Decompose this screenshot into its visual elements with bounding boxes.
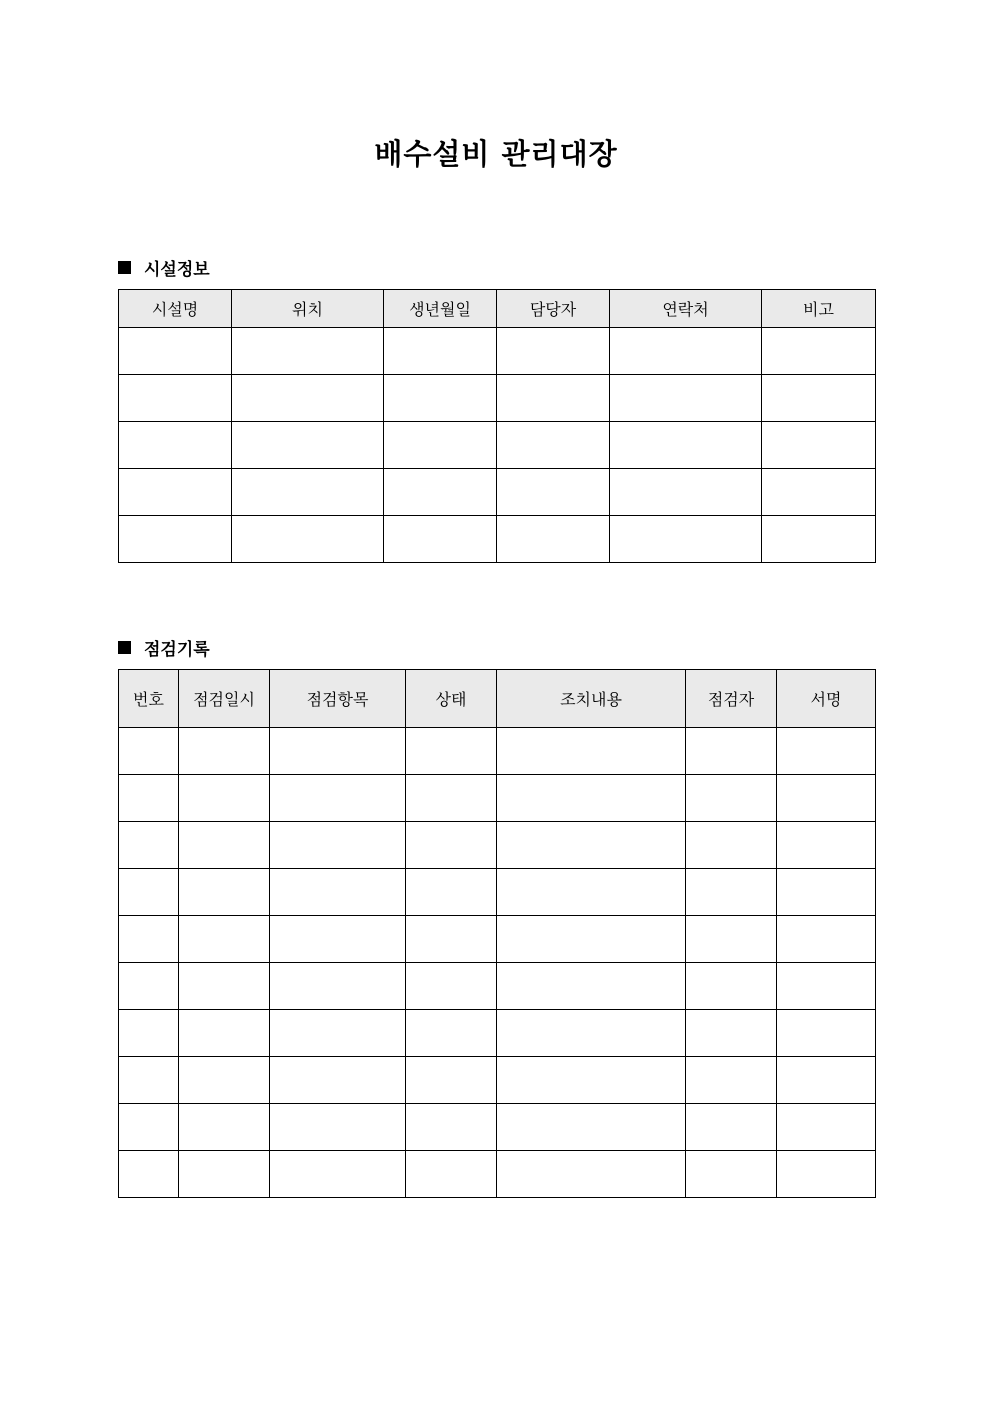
table-cell[interactable] [686, 963, 777, 1010]
table-cell[interactable] [497, 869, 686, 916]
table-row [119, 375, 876, 422]
facility-section-label: 시설정보 [144, 260, 210, 280]
table-cell[interactable] [777, 822, 876, 869]
table-cell[interactable] [777, 728, 876, 775]
table-cell[interactable] [610, 469, 762, 516]
square-bullet-icon [118, 641, 131, 654]
table-cell[interactable] [270, 1151, 406, 1198]
table-row [119, 1104, 876, 1151]
table-cell[interactable] [119, 822, 179, 869]
table-cell[interactable] [179, 1104, 270, 1151]
table-cell[interactable] [497, 1104, 686, 1151]
facility-col-manager: 담당자 [497, 290, 610, 328]
table-cell[interactable] [686, 1010, 777, 1057]
table-cell[interactable] [270, 869, 406, 916]
table-cell[interactable] [406, 728, 497, 775]
table-cell[interactable] [686, 916, 777, 963]
table-cell[interactable] [497, 1151, 686, 1198]
table-cell[interactable] [179, 1010, 270, 1057]
table-cell[interactable] [270, 1104, 406, 1151]
table-cell[interactable] [497, 822, 686, 869]
inspection-col-signature: 서명 [777, 670, 876, 728]
table-cell[interactable] [119, 963, 179, 1010]
table-row [119, 822, 876, 869]
table-cell[interactable] [610, 375, 762, 422]
table-cell[interactable] [270, 822, 406, 869]
table-cell[interactable] [686, 1151, 777, 1198]
table-cell[interactable] [179, 775, 270, 822]
table-cell[interactable] [232, 375, 384, 422]
table-cell[interactable] [686, 1057, 777, 1104]
table-cell[interactable] [497, 916, 686, 963]
table-cell[interactable] [497, 328, 610, 375]
table-cell[interactable] [179, 869, 270, 916]
table-cell[interactable] [270, 728, 406, 775]
table-cell[interactable] [497, 1057, 686, 1104]
table-row [119, 422, 876, 469]
table-cell[interactable] [610, 422, 762, 469]
table-cell[interactable] [119, 469, 232, 516]
facility-col-contact: 연락처 [610, 290, 762, 328]
inspection-col-action: 조치내용 [497, 670, 686, 728]
facility-info-table [118, 289, 876, 563]
table-cell[interactable] [777, 1010, 876, 1057]
table-cell[interactable] [232, 328, 384, 375]
table-row [119, 963, 876, 1010]
table-cell[interactable] [406, 1104, 497, 1151]
table-cell[interactable] [179, 963, 270, 1010]
table-cell[interactable] [384, 516, 497, 563]
table-cell[interactable] [497, 1010, 686, 1057]
table-cell[interactable] [406, 869, 497, 916]
table-cell[interactable] [762, 516, 876, 563]
table-cell[interactable] [610, 328, 762, 375]
table-cell[interactable] [119, 375, 232, 422]
table-row [119, 1151, 876, 1198]
inspection-col-status: 상태 [406, 670, 497, 728]
table-cell[interactable] [384, 422, 497, 469]
table-cell[interactable] [762, 328, 876, 375]
table-cell[interactable] [119, 516, 232, 563]
table-cell[interactable] [777, 1104, 876, 1151]
table-cell[interactable] [686, 775, 777, 822]
table-cell[interactable] [686, 822, 777, 869]
table-cell[interactable] [497, 516, 610, 563]
document-title: 배수설비 관리대장 [374, 137, 618, 171]
table-cell[interactable] [384, 328, 497, 375]
table-cell[interactable] [179, 822, 270, 869]
inspection-col-inspector: 점검자 [686, 670, 777, 728]
inspection-record-table [118, 669, 876, 1198]
table-cell[interactable] [179, 728, 270, 775]
inspection-section-heading [118, 635, 210, 660]
table-cell[interactable] [777, 963, 876, 1010]
table-cell[interactable] [270, 775, 406, 822]
table-cell[interactable] [384, 375, 497, 422]
table-cell[interactable] [406, 775, 497, 822]
table-cell[interactable] [119, 422, 232, 469]
table-cell[interactable] [119, 775, 179, 822]
table-cell[interactable] [686, 728, 777, 775]
table-cell[interactable] [777, 1057, 876, 1104]
table-cell[interactable] [777, 1151, 876, 1198]
table-cell[interactable] [119, 1057, 179, 1104]
inspection-section-label: 점검기록 [144, 640, 210, 660]
table-cell[interactable] [232, 469, 384, 516]
table-row [119, 516, 876, 563]
table-row [119, 1010, 876, 1057]
table-row [119, 775, 876, 822]
table-cell[interactable] [179, 1151, 270, 1198]
table-cell[interactable] [686, 869, 777, 916]
table-cell[interactable] [610, 516, 762, 563]
table-row [119, 469, 876, 516]
table-row [119, 728, 876, 775]
table-cell[interactable] [497, 728, 686, 775]
facility-col-location: 위치 [232, 290, 384, 328]
facility-col-name: 시설명 [119, 290, 232, 328]
table-cell[interactable] [762, 375, 876, 422]
table-cell[interactable] [497, 469, 610, 516]
table-cell[interactable] [406, 1151, 497, 1198]
table-cell[interactable] [119, 916, 179, 963]
table-cell[interactable] [119, 1151, 179, 1198]
table-cell[interactable] [762, 469, 876, 516]
table-row [119, 1057, 876, 1104]
table-cell[interactable] [119, 1104, 179, 1151]
table-cell[interactable] [406, 1010, 497, 1057]
table-cell[interactable] [270, 1057, 406, 1104]
table-cell[interactable] [270, 963, 406, 1010]
inspection-header-row [119, 670, 876, 728]
table-cell[interactable] [119, 328, 232, 375]
inspection-col-item: 점검항목 [270, 670, 406, 728]
table-row [119, 916, 876, 963]
table-cell[interactable] [119, 728, 179, 775]
table-cell[interactable] [270, 916, 406, 963]
table-cell[interactable] [497, 375, 610, 422]
table-cell[interactable] [497, 963, 686, 1010]
table-cell[interactable] [232, 516, 384, 563]
table-cell[interactable] [406, 916, 497, 963]
table-row [119, 328, 876, 375]
table-cell[interactable] [179, 1057, 270, 1104]
table-cell[interactable] [497, 422, 610, 469]
table-cell[interactable] [497, 775, 686, 822]
table-cell[interactable] [406, 963, 497, 1010]
table-cell[interactable] [384, 469, 497, 516]
table-cell[interactable] [406, 1057, 497, 1104]
table-cell[interactable] [777, 869, 876, 916]
table-cell[interactable] [777, 775, 876, 822]
table-cell[interactable] [119, 1010, 179, 1057]
inspection-col-number: 번호 [119, 670, 179, 728]
square-bullet-icon [118, 261, 131, 274]
table-cell[interactable] [762, 422, 876, 469]
table-cell[interactable] [232, 422, 384, 469]
facility-section-heading [118, 255, 210, 280]
facility-header-row [119, 290, 876, 328]
table-cell[interactable] [777, 916, 876, 963]
table-cell[interactable] [179, 916, 270, 963]
facility-col-birthdate: 생년월일 [384, 290, 497, 328]
table-cell[interactable] [406, 822, 497, 869]
table-cell[interactable] [119, 869, 179, 916]
inspection-col-datetime: 점검일시 [179, 670, 270, 728]
table-cell[interactable] [270, 1010, 406, 1057]
facility-col-remarks: 비고 [762, 290, 876, 328]
table-cell[interactable] [686, 1104, 777, 1151]
table-row [119, 869, 876, 916]
